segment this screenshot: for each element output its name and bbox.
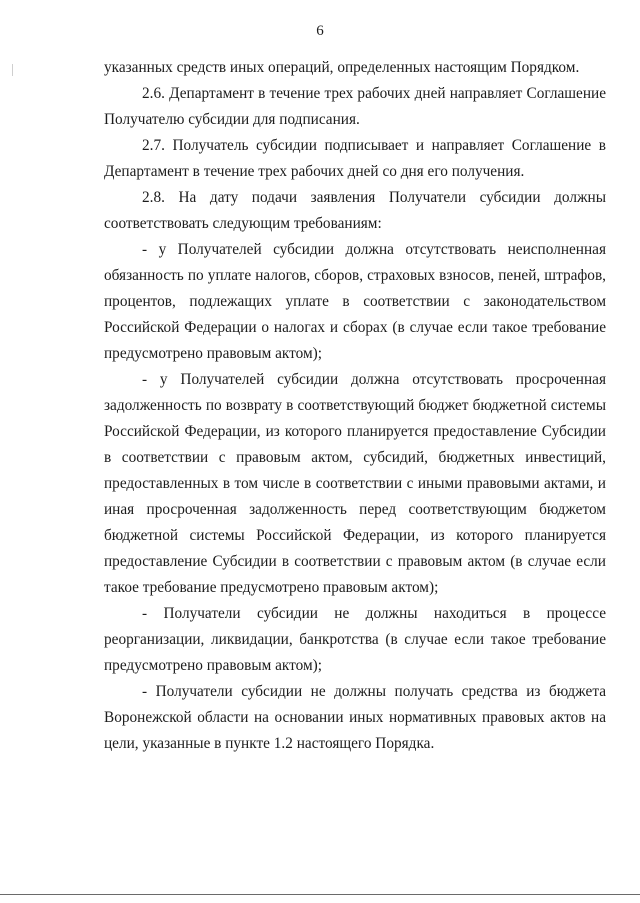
requirement-item-reorganization: - Получатели субсидии не должны находиться в процессе реорганизации, ликвидации, банкротства (в случае если такое требование предусмотрено правовым актом); xyxy=(104,605,606,674)
paragraph-continuation: указанных средств иных операций, определенных настоящим Порядком. xyxy=(104,59,580,76)
document-body xyxy=(104,55,606,757)
page-number: 6 xyxy=(316,23,324,39)
requirement-item-other-funds: - Получатели субсидии не должны получать средства из бюджета Воронежской области на основании иных нормативных правовых актов на цели, указанные в пункте 1.2 настоящего Порядка. xyxy=(104,683,606,752)
bottom-edge-line xyxy=(0,894,640,895)
paragraph-2-6: 2.6. Департамент в течение трех рабочих дней направляет Соглашение Получателю субсидии для подписания. xyxy=(104,85,606,128)
paragraph-2-7: 2.7. Получатель субсидии подписывает и направляет Соглашение в Департамент в течение трех рабочих дней со дня его получения. xyxy=(104,137,606,180)
scan-margin-mark xyxy=(12,64,13,76)
paragraph-2-8: 2.8. На дату подачи заявления Получатели субсидии должны соответствовать следующим требованиям: xyxy=(104,189,606,232)
requirement-item-debt: - у Получателей субсидии должна отсутствовать просроченная задолженность по возврату в соответствующий бюджет бюджетной системы Российской Федерации, из которого планируется предоставление Субсидии в соответствии с правовым актом, субсидий, бюджетных инвестиций, предоставленных в том числе в соответствии с иными правовыми актами, и иная просроченная задолженность перед соответствующим бюджетом бюджетной системы Российской Федерации, из которого планируется предоставление Субсидии в соответствии с правовым актом (в случае если такое требование предусмотрено правовым актом); xyxy=(104,371,606,596)
requirement-item-taxes: - у Получателей субсидии должна отсутствовать неисполненная обязанность по уплате налогов, сборов, страховых взносов, пеней, штрафов, процентов, подлежащих уплате в соответствии с законодательством Российской Федерации о налогах и сборах (в случае если такое требование предусмотрено правовым актом); xyxy=(104,241,606,362)
